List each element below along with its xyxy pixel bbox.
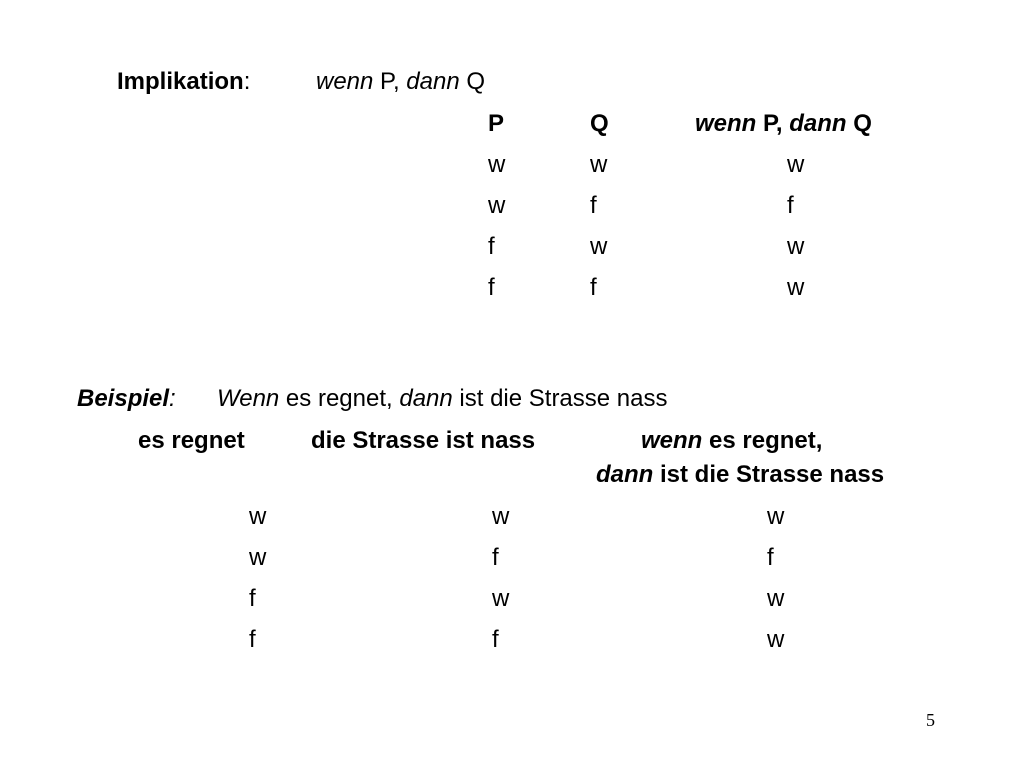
example-row-1-c3: w (767, 503, 785, 530)
example-row-2-c1: w (249, 544, 267, 571)
example-row-4-c3: w (767, 626, 785, 653)
example-heading (77, 387, 176, 411)
implication-row-1-result: w (787, 151, 805, 178)
implication-row-4-q: f (590, 274, 597, 301)
implication-row-3-p: f (488, 233, 495, 260)
implication-label: Implikation (117, 68, 244, 95)
implication-row-2-result: f (787, 192, 794, 219)
header-col3-line1-rest: es regnet, (702, 427, 823, 454)
implication-row-3-q: w (590, 233, 608, 260)
sentence-rest: ist die Strasse nass (452, 385, 668, 412)
formula-q: Q (459, 68, 486, 95)
implication-row-2-q: f (590, 192, 597, 219)
header-result-dann: dann (789, 110, 847, 137)
example-table-header-col2: die Strasse ist nass (311, 427, 536, 454)
example-row-2-c2: f (492, 544, 499, 571)
implication-colon: : (243, 68, 251, 95)
header-result-q: Q (846, 110, 872, 137)
example-row-2-c3: f (767, 544, 774, 571)
example-row-1-c2: w (492, 503, 510, 530)
implication-table-header-result (695, 112, 872, 136)
implication-table-header-q: Q (590, 110, 609, 137)
formula-p: P, (373, 68, 407, 95)
implication-table-header-p: P (488, 110, 505, 137)
example-sentence (217, 387, 668, 411)
header-result-wenn: wenn (695, 110, 757, 137)
header-result-p: P, (756, 110, 790, 137)
formula-wenn: wenn (316, 68, 374, 95)
header-col3-line2-rest: ist die Strasse nass (653, 461, 885, 488)
example-table-header-col3-line1 (641, 429, 822, 453)
implication-row-1-p: w (488, 151, 506, 178)
example-label: Beispiel (77, 385, 170, 412)
example-colon: : (169, 385, 176, 412)
implication-row-2-p: w (488, 192, 506, 219)
implication-row-4-result: w (787, 274, 805, 301)
example-row-3-c2: w (492, 585, 510, 612)
example-row-1-c1: w (249, 503, 267, 530)
implication-row-3-result: w (787, 233, 805, 260)
example-row-3-c1: f (249, 585, 256, 612)
example-row-4-c2: f (492, 626, 499, 653)
example-table-header-col3-line2 (596, 463, 884, 487)
implication-row-4-p: f (488, 274, 495, 301)
page-number: 5 (926, 710, 935, 730)
example-table-header-col1: es regnet (138, 427, 245, 454)
implication-formula (316, 70, 485, 94)
example-row-3-c3: w (767, 585, 785, 612)
example-row-4-c1: f (249, 626, 256, 653)
sentence-middle: es regnet, (279, 385, 400, 412)
header-col3-dann: dann (596, 461, 654, 488)
sentence-wenn: Wenn (217, 385, 280, 412)
implication-heading (117, 70, 250, 94)
sentence-dann: dann (399, 385, 453, 412)
formula-dann: dann (406, 68, 460, 95)
header-col3-wenn: wenn (641, 427, 703, 454)
implication-row-1-q: w (590, 151, 608, 178)
